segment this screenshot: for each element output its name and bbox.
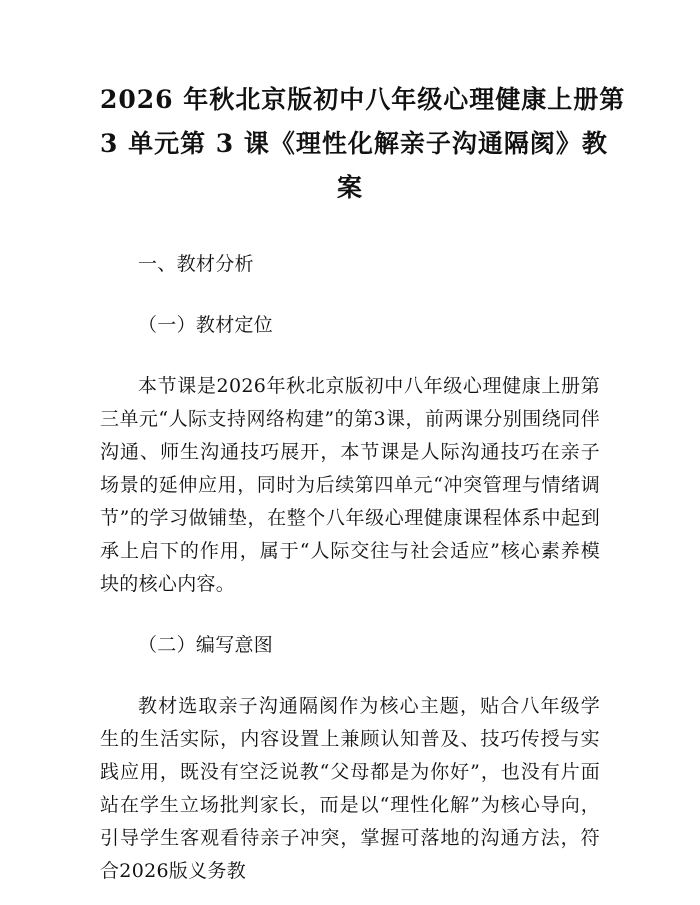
title-line-1: 2026 年秋北京版初中八年级心理健康上册第: [100, 85, 626, 114]
document-title: [100, 78, 626, 210]
subsection-heading-positioning: （一）教材定位: [138, 314, 274, 336]
title-line-3: 案: [336, 173, 363, 202]
paragraph-intent: 教材选取亲子沟通隔阂作为核心主题，贴合八年级学生的生活实际，内容设置上兼顾认知普及、技巧传授与实践应用，既没有空泛说教“父母都是为你好”，也没有片面站在学生立场批判家长，而是以“理性化解”为核心导向，引导学生客观看待亲子冲突，掌握可落地的沟通方法，符合2026版义务教: [100, 695, 600, 882]
section-heading-textbook-analysis: 一、教材分析: [138, 253, 254, 275]
paragraph-positioning: 本节课是2026年秋北京版初中八年级心理健康上册第三单元“人际支持网络构建”的第3课，前两课分别围绕同伴沟通、师生沟通技巧展开，本节课是人际沟通技巧在亲子场景的延伸应用，同时为后续第四单元“冲突管理与情绪调节”的学习做铺垫，在整个八年级心理健康课程体系中起到承上启下的作用，属于“人际交往与社会适应”核心素养模块的核心内容。: [100, 375, 600, 595]
subsection-heading-intent: （二）编写意图: [138, 634, 274, 656]
title-line-2: 3 单元第 3 课《理性化解亲子沟通隔阂》教: [100, 129, 608, 158]
